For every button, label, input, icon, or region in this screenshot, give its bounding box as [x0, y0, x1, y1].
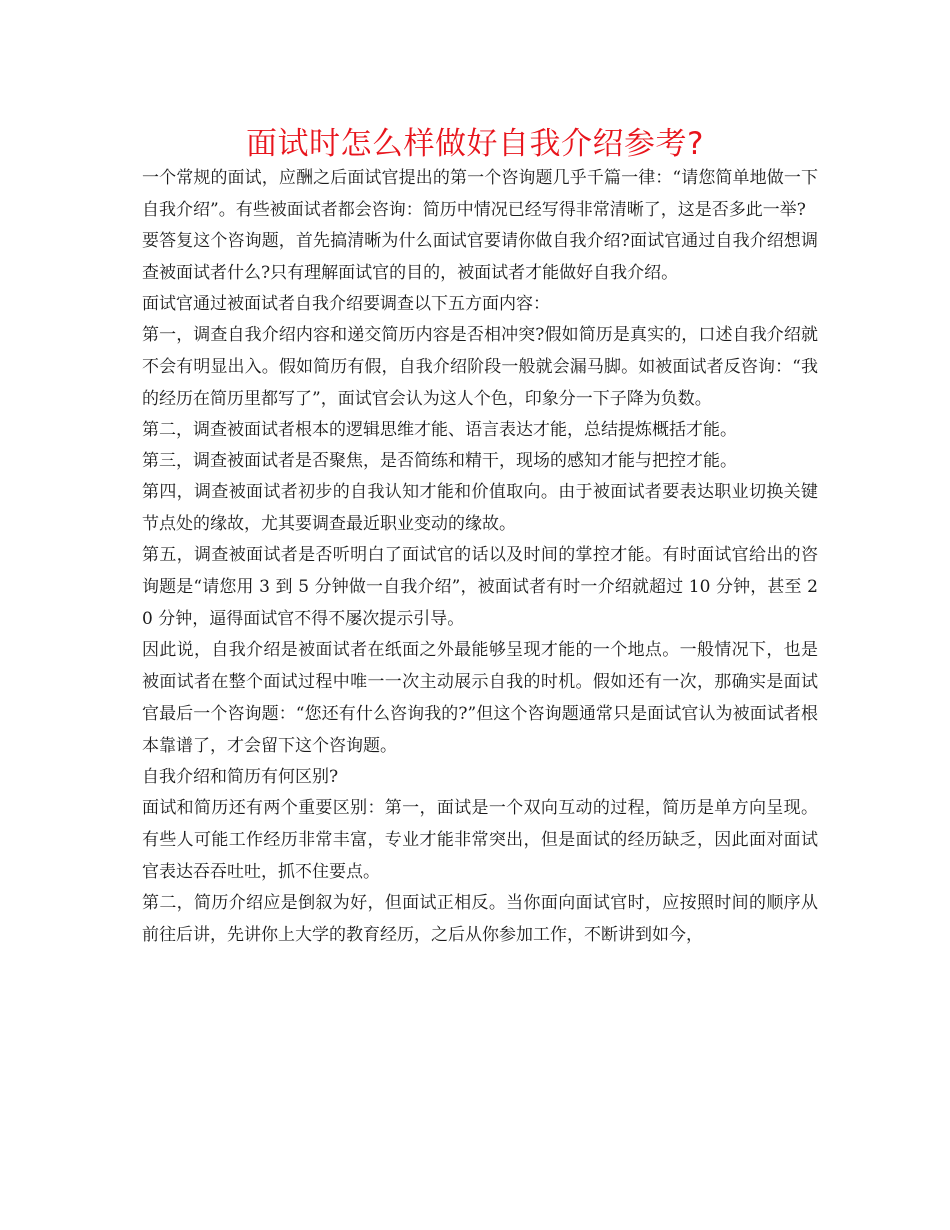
paragraph-second-difference: 第二，简历介绍应是倒叙为好，但面试正相反。当你面向面试官时，应按照时间的顺序从前往后讲，先讲你上大学的教育经历，之后从你参加工作，不断讲到如今， [142, 893, 818, 945]
document-title: 面试时怎么样做好自我介绍参考? [246, 126, 704, 162]
paragraph-five-aspects: 面试官通过被面试者自我介绍要调查以下五方面内容： [142, 294, 550, 314]
paragraph-differences: 面试和简历还有两个重要区别：第一，面试是一个双向互动的过程，简历是单方向呈现。有些人可能工作经历非常丰富，专业才能非常突出，但是面试的经历缺乏，因此面对面试官表达吞吞吐吐，抓不住要点。 [142, 798, 818, 882]
paragraph-fourth: 第四，调查被面试者初步的自我认知才能和价值取向。由于被面试者要表达职业切换关键节点处的缘故，尤其要调查最近职业变动的缘故。 [142, 482, 818, 534]
paragraph-conclusion: 因此说，自我介绍是被面试者在纸面之外最能够呈现才能的一个地点。一般情况下，也是被面试者在整个面试过程中唯一一次主动展示自我的时机。假如还有一次，那确实是面试官最后一个咨询题：“您还有什么咨询我的?”但这个咨询题通常只是面试官认为被面试者根本靠谱了，才会留下这个咨询题。 [142, 640, 818, 756]
paragraph-third: 第三，调查被面试者是否聚焦，是否简练和精干，现场的感知才能与把控才能。 [142, 451, 737, 471]
paragraph-second: 第二，调查被面试者根本的逻辑思维才能、语言表达才能，总结提炼概括才能。 [142, 420, 737, 440]
paragraph-question-heading: 自我介绍和简历有何区别? [142, 767, 339, 787]
document-body [142, 162, 818, 950]
paragraph-intro: 一个常规的面试，应酬之后面试官提出的第一个咨询题几乎千篇一律：“请您简单地做一下自我介绍”。有些被面试者都会咨询：简历中情况已经写得非常清晰了，这是否多此一举? [142, 168, 818, 220]
paragraph-fifth: 第五，调查被面试者是否听明白了面试官的话以及时间的掌控才能。有时面试官给出的咨询题是“请您用 3 到 5 分钟做一自我介绍”，被面试者有时一介绍就超过 10 分钟，甚至 20 分钟，逼得面试官不得不屡次提示引导。 [142, 545, 818, 629]
paragraph-answer: 要答复这个咨询题，首先搞清晰为什么面试官要请你做自我介绍?面试官通过自我介绍想调查被面试者什么?只有理解面试官的目的，被面试者才能做好自我介绍。 [142, 231, 818, 283]
paragraph-first: 第一，调查自我介绍内容和递交简历内容是否相冲突?假如简历是真实的，口述自我介绍就不会有明显出入。假如简历有假，自我介绍阶段一般就会漏马脚。如被面试者反咨询：“我的经历在简历里都写了”，面试官会认为这人个色，印象分一下子降为负数。 [142, 325, 818, 409]
